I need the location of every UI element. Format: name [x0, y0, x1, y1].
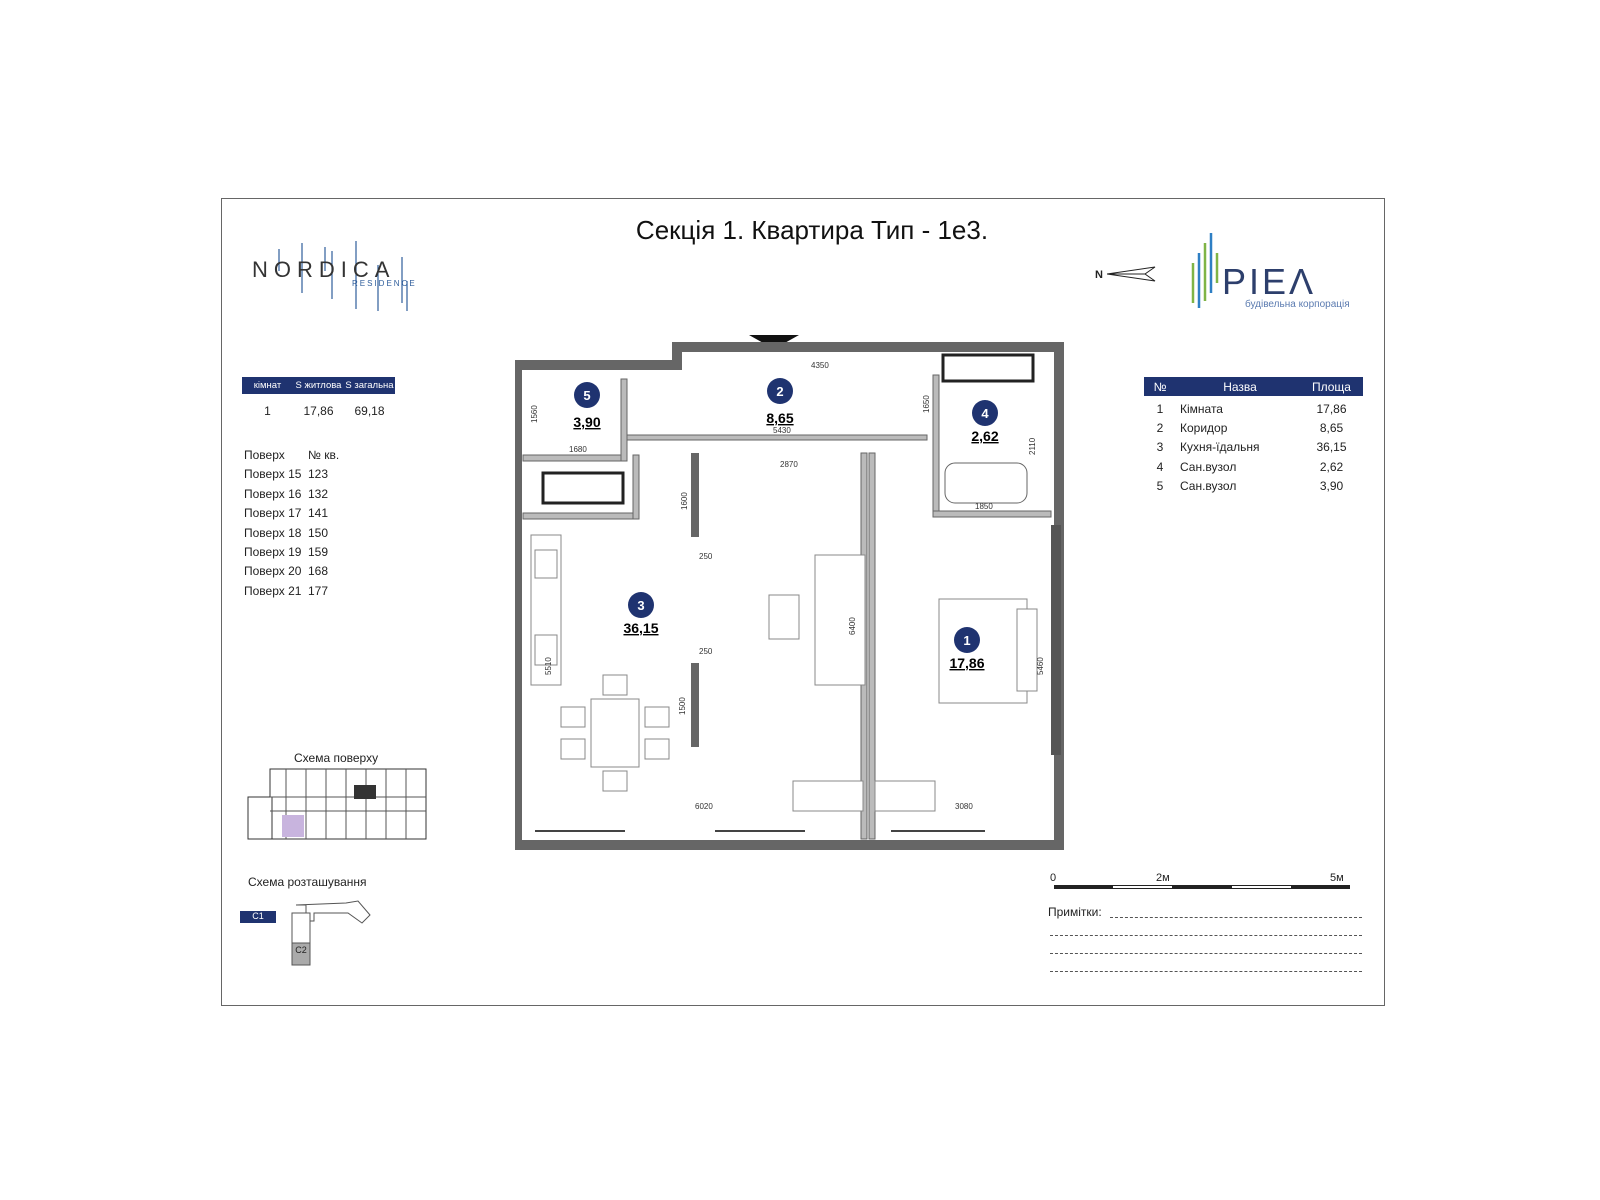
bed: [939, 599, 1027, 703]
location-scheme-map: [286, 899, 376, 969]
page-title: Секція 1. Квартира Тип - 1е3.: [635, 215, 989, 245]
rooms-header-area: Площа: [1312, 379, 1351, 394]
riel-logo: PIEΛ: [1222, 261, 1317, 302]
floor-row: [244, 485, 339, 504]
notes-line: [1050, 953, 1362, 954]
headboard: [1017, 609, 1037, 691]
room-num: 3: [1156, 440, 1164, 455]
floor-name: Поверх 20: [244, 564, 302, 579]
location-scheme-label: Схема розташування: [248, 875, 367, 889]
window-wall: [1051, 525, 1061, 755]
dimension-label: 1500: [678, 697, 687, 715]
scale-label-0: 0: [1050, 872, 1057, 884]
rooms-table-header: [1144, 377, 1363, 396]
floor-name: Поверх 19: [244, 545, 302, 560]
summary-living-area: 17,86: [303, 404, 334, 418]
floor-row: [244, 582, 339, 601]
plan-sheet: [221, 198, 1385, 1006]
dimension-label: 1850: [975, 502, 993, 511]
dimension-label: 6400: [848, 617, 857, 635]
apartment-highlight: [282, 815, 304, 837]
floor-row: [244, 524, 339, 543]
notes-line: [1050, 935, 1362, 936]
notes-line: [1050, 971, 1362, 972]
rooms-header-num: №: [1153, 379, 1167, 394]
summary-rooms-count: 1: [264, 404, 271, 418]
floor-row: [244, 504, 339, 523]
summary-header-living: S житлова: [295, 380, 342, 391]
dimension-label: 1680: [569, 445, 587, 454]
room-name: Кімната: [1180, 401, 1223, 416]
dining-table: [591, 699, 639, 767]
desk: [875, 781, 935, 811]
floor-apt: 141: [308, 506, 329, 521]
closet-bath: [943, 355, 1033, 381]
summary-values: [242, 404, 395, 418]
floor-apt: 177: [308, 583, 329, 598]
floor-row: [244, 543, 339, 562]
room-area-label: 3,90: [573, 414, 601, 430]
sink-icon: [535, 550, 557, 578]
dimension-label: 6020: [695, 802, 713, 811]
room-num: 5: [1156, 479, 1164, 494]
floor-plan: [515, 335, 1079, 855]
location-c2: C2: [295, 945, 307, 955]
floor-apt: 159: [308, 545, 329, 560]
dimension-label: 2110: [1028, 437, 1037, 455]
room-area: 2,62: [1319, 459, 1344, 474]
nordica-logo-text: NORDICA: [252, 257, 396, 282]
room-area-label: 17,86: [949, 655, 985, 671]
dimension-label: 2870: [780, 460, 798, 469]
partition-dark: [691, 663, 699, 747]
floors-header-floor: Поверх: [244, 448, 285, 462]
rooms-header-name: Назва: [1223, 379, 1257, 394]
room-name: Коридор: [1180, 421, 1228, 436]
floor-row: [244, 465, 339, 484]
dimension-label: 3080: [955, 802, 973, 811]
floor-name: Поверх 15: [244, 467, 302, 482]
rooms-table: [1144, 399, 1363, 496]
floor-apt: 168: [308, 564, 329, 579]
summary-total-area: 69,18: [354, 404, 385, 418]
dimension-label: 5430: [773, 426, 791, 435]
floor-scheme-label: Схема поверху: [294, 751, 379, 765]
floor-name: Поверх 18: [244, 525, 302, 540]
table-row: [1144, 418, 1363, 437]
north-label: N: [1095, 269, 1103, 281]
dimension-label: 250: [699, 552, 713, 561]
location-c1: C1: [240, 911, 276, 923]
sofa: [815, 555, 865, 685]
room-badge-num: 2: [776, 384, 784, 399]
notes-label: Примітки:: [1048, 905, 1102, 919]
room-area-label: 36,15: [623, 620, 659, 636]
floors-header-apt: № кв.: [308, 448, 340, 462]
floors-header: [244, 446, 339, 465]
floors-list: [244, 446, 339, 601]
dimension-label: 1600: [680, 492, 689, 510]
room-badge-num: 4: [981, 406, 989, 421]
dimension-label: 1650: [922, 395, 931, 413]
room-badge-num: 1: [963, 633, 971, 648]
bathtub: [945, 463, 1027, 503]
notes-line: [1110, 917, 1362, 918]
room-name: Сан.вузол: [1180, 459, 1237, 474]
room-badge-num: 3: [637, 598, 645, 613]
north-arrow-icon: [1107, 266, 1159, 282]
table-row: [1144, 399, 1363, 418]
table-row: [1144, 438, 1363, 457]
floor-name: Поверх 16: [244, 486, 302, 501]
scale-bar: [1054, 885, 1350, 889]
riel-logo-sub: будівельна корпорація: [1245, 299, 1350, 310]
room-badge-num: 5: [583, 388, 591, 403]
room-num: 4: [1156, 459, 1164, 474]
floor-name: Поверх 21: [244, 583, 302, 598]
room-name: Сан.вузол: [1180, 479, 1237, 494]
room-area-label: 8,65: [766, 410, 794, 426]
room-area: 17,86: [1316, 401, 1347, 416]
room-area: 36,15: [1316, 440, 1347, 455]
north-arrow: [1095, 269, 1103, 281]
summary-header: [242, 377, 395, 394]
partition-dark: [691, 453, 699, 537]
floor-apt: 123: [308, 467, 329, 482]
room-badge-3: [623, 592, 658, 636]
table-row: [1144, 477, 1363, 496]
room-name: Кухня-їдальня: [1180, 440, 1260, 455]
dimension-label: 5460: [1036, 657, 1045, 675]
summary-header-total: S загальна: [345, 380, 394, 391]
room-area: 3,90: [1319, 479, 1344, 494]
floor-scheme-map: [246, 767, 430, 841]
floor-apt: 150: [308, 525, 329, 540]
scale-label-5m: 5м: [1330, 872, 1344, 884]
coffee-table: [769, 595, 799, 639]
nordica-logo-sub: RESIDENCE: [352, 279, 417, 288]
room-num: 2: [1156, 421, 1164, 436]
room-badge-2: [766, 378, 793, 426]
dimension-label: 250: [699, 647, 713, 656]
summary-header-rooms: кімнат: [253, 380, 282, 391]
desk: [793, 781, 863, 811]
floor-apt: 132: [308, 486, 329, 501]
floor-name: Поверх 17: [244, 506, 302, 521]
room-badge-5: [971, 400, 998, 444]
riel-logo-mark-icon: [1187, 223, 1227, 318]
closet-kitchen: [543, 473, 623, 503]
dimension-label: 1560: [530, 405, 539, 423]
room-badge-4: [573, 382, 600, 430]
room-area: 8,65: [1319, 421, 1344, 436]
room-num: 1: [1156, 401, 1164, 416]
room-area-label: 2,62: [971, 428, 999, 444]
table-row: [1144, 457, 1363, 476]
floor-row: [244, 562, 339, 581]
scale-label-2m: 2м: [1156, 872, 1170, 884]
dimension-label: 5510: [544, 657, 553, 675]
dimension-label: 4350: [811, 361, 829, 370]
